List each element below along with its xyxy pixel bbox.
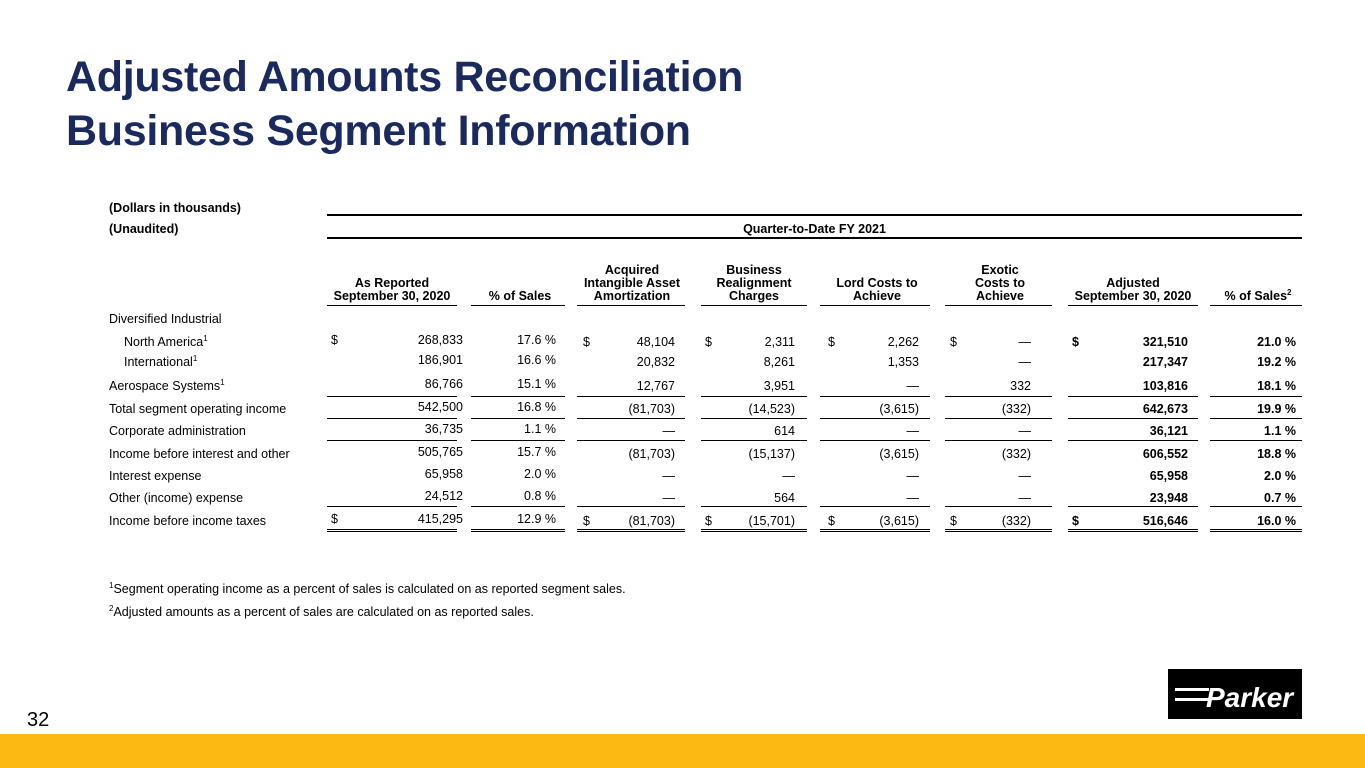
subtotal-rule	[577, 506, 685, 507]
dollar-sign: $	[950, 514, 957, 528]
total-rule	[1068, 531, 1198, 532]
row-label-text: Income before interest and other	[109, 447, 290, 461]
row-label-text: Interest expense	[109, 469, 202, 483]
cell-adj-pct: 1.1 %	[1264, 424, 1296, 438]
row-label-text: Income before income taxes	[109, 514, 267, 528]
subtotal-rule	[820, 440, 930, 441]
subtotal-rule	[471, 506, 565, 507]
cell-adj: 321,510	[1142, 335, 1188, 349]
cell-adj-pct: 19.9 %	[1257, 402, 1296, 416]
subtotal-rule	[327, 506, 457, 507]
total-rule	[577, 529, 685, 530]
column-header-line: Lord Costs to	[836, 276, 918, 290]
subtotal-rule	[1210, 396, 1302, 397]
cell-adj-pct: 0.7 %	[1264, 491, 1296, 505]
subtotal-rule	[820, 418, 930, 419]
column-header-rule	[577, 305, 685, 306]
row-label-sup: 1	[192, 354, 198, 363]
column-header-line: Realignment	[716, 276, 792, 290]
cell-exo: —	[1018, 355, 1031, 369]
period-rule-bottom	[327, 237, 1302, 239]
adj-pct-sup: 2	[1287, 288, 1292, 297]
subtotal-rule	[1210, 418, 1302, 419]
total-rule	[945, 531, 1052, 532]
cell-pct: 15.7 %	[517, 445, 556, 459]
cell-acq: (81,703)	[628, 447, 675, 461]
row-label	[124, 355, 197, 369]
cell-rep: 542,500	[417, 400, 463, 414]
column-header-line: As Reported	[354, 276, 430, 290]
cell-rep: 505,765	[417, 445, 463, 459]
row-label-sup: 1	[220, 378, 225, 387]
subtotal-rule	[577, 418, 685, 419]
adj-pct-label: % of Sales	[1224, 289, 1288, 303]
cell-lord: —	[906, 491, 919, 505]
column-header-pct-sales: % of Sales	[488, 289, 552, 303]
row-label-sup: 1	[203, 334, 208, 343]
total-rule	[1210, 529, 1302, 530]
subtotal-rule	[820, 506, 930, 507]
title-line-2: Business Segment Information	[66, 107, 691, 155]
logo-text: Parker	[1206, 682, 1294, 713]
total-rule	[327, 531, 457, 532]
dollar-sign: $	[705, 514, 712, 528]
cell-bus: 3,951	[763, 379, 795, 393]
cell-acq: —	[662, 424, 675, 438]
subtotal-rule	[701, 506, 807, 507]
column-header-line: Achieve	[976, 289, 1024, 303]
dollar-sign: $	[950, 335, 957, 349]
total-rule	[820, 529, 930, 530]
cell-lord: 2,262	[887, 335, 919, 349]
cell-acq: 48,104	[636, 335, 675, 349]
cell-pct: 16.6 %	[517, 353, 556, 367]
cell-rep: 86,766	[424, 377, 463, 391]
subtotal-rule	[701, 418, 807, 419]
subtotal-rule	[327, 440, 457, 441]
cell-adj: 23,948	[1149, 491, 1188, 505]
dollar-sign: $	[1072, 335, 1079, 349]
cell-rep: 36,735	[424, 422, 463, 436]
cell-pct: 12.9 %	[517, 512, 556, 526]
subtotal-rule	[577, 440, 685, 441]
column-header-line: Business	[726, 263, 782, 277]
subtotal-rule	[945, 506, 1052, 507]
row-label-text: International	[124, 355, 193, 369]
title-line-1: Adjusted Amounts Reconciliation	[66, 53, 744, 101]
subtotal-rule	[327, 418, 457, 419]
column-header-lord	[820, 277, 934, 303]
cell-lord: (3,615)	[879, 514, 919, 528]
cell-bus: 2,311	[764, 335, 795, 349]
cell-pct: 15.1 %	[517, 377, 556, 391]
row-label-text: North America	[124, 335, 204, 349]
cell-pct: 1.1 %	[524, 422, 556, 436]
footnote-2: $^2$Adjusted amounts as a percent of sales are calculated on as reported sales.	[109, 604, 534, 619]
column-header-line: September 30, 2020	[333, 289, 451, 303]
cell-bus: 8,261	[763, 355, 795, 369]
row-label	[109, 424, 246, 438]
subtotal-rule	[577, 396, 685, 397]
cell-acq: —	[662, 491, 675, 505]
dollar-sign: $	[1072, 514, 1079, 528]
cell-exo: —	[1018, 469, 1031, 483]
row-label-text: Total segment operating income	[109, 402, 287, 416]
cell-adj: 103,816	[1142, 379, 1188, 393]
dollar-sign: $	[705, 335, 712, 349]
column-header-rule	[1210, 305, 1302, 306]
total-rule	[1068, 529, 1198, 530]
cell-acq: —	[662, 469, 675, 483]
row-label-text: Corporate administration	[109, 424, 246, 438]
cell-adj: 65,958	[1149, 469, 1188, 483]
column-header-line: Amortization	[593, 289, 671, 303]
cell-lord: (3,615)	[879, 402, 919, 416]
column-header-line: Costs to	[975, 276, 1025, 290]
cell-adj: 217,347	[1142, 355, 1188, 369]
subtotal-rule	[1068, 396, 1198, 397]
cell-lord: 1,353	[887, 355, 919, 369]
cell-adj-pct: 16.0 %	[1257, 514, 1296, 528]
page-number: 32	[27, 709, 50, 731]
cell-adj: 36,121	[1149, 424, 1188, 438]
subtotal-rule	[820, 396, 930, 397]
cell-adj: 606,552	[1142, 447, 1188, 461]
cell-adj: 516,646	[1142, 514, 1188, 528]
column-header-line: Intangible Asset	[583, 276, 681, 290]
column-header-rule	[820, 305, 930, 306]
column-header-rule	[701, 305, 807, 306]
dollars-note: (Dollars in thousands)	[109, 201, 241, 215]
cell-lord: (3,615)	[879, 447, 919, 461]
subtotal-rule	[1068, 506, 1198, 507]
subtotal-rule	[701, 440, 807, 441]
cell-exo: —	[1018, 335, 1031, 349]
cell-rep: 186,901	[417, 353, 463, 367]
section-label: Diversified Industrial	[109, 312, 222, 326]
cell-pct: 2.0 %	[524, 467, 556, 481]
cell-rep: 65,958	[424, 467, 463, 481]
unaudited-note: (Unaudited)	[109, 222, 179, 236]
total-rule	[471, 529, 565, 530]
dollar-sign: $	[828, 514, 835, 528]
cell-pct: 16.8 %	[517, 400, 556, 414]
cell-exo: (332)	[1001, 514, 1031, 528]
subtotal-rule	[1210, 506, 1302, 507]
column-header-exotic	[945, 264, 1055, 303]
row-label	[124, 335, 208, 349]
subtotal-rule	[1068, 418, 1198, 419]
column-header-rule	[945, 305, 1052, 306]
column-header-rule	[471, 305, 565, 306]
column-header-as-reported	[327, 277, 457, 303]
column-header-acquired	[573, 264, 691, 303]
cell-exo: (332)	[1001, 402, 1031, 416]
parker-logo	[1168, 669, 1302, 719]
dollar-sign: $	[828, 335, 835, 349]
row-label-text: Other (income) expense	[109, 491, 244, 505]
total-rule	[820, 531, 930, 532]
column-header-adj-pct-sales	[1208, 290, 1308, 303]
subtotal-rule	[945, 418, 1052, 419]
cell-bus: (15,701)	[748, 514, 795, 528]
cell-adj-pct: 2.0 %	[1264, 469, 1296, 483]
subtotal-rule	[471, 418, 565, 419]
cell-bus: (14,523)	[748, 402, 795, 416]
cell-lord: —	[906, 469, 919, 483]
row-label-text: Aerospace Systems	[109, 379, 221, 393]
row-label	[109, 379, 225, 393]
column-header-line: Charges	[728, 289, 780, 303]
row-label	[109, 402, 286, 416]
subtotal-rule	[327, 396, 457, 397]
column-header-business	[697, 264, 811, 303]
cell-acq: 20,832	[636, 355, 675, 369]
row-label	[109, 447, 290, 461]
subtotal-rule	[701, 396, 807, 397]
cell-rep: 268,833	[417, 333, 463, 347]
cell-bus: 564	[774, 491, 795, 505]
cell-acq: (81,703)	[628, 402, 675, 416]
cell-lord: —	[906, 379, 919, 393]
dollar-sign: $	[331, 333, 338, 347]
parker-logo-graphic	[1168, 669, 1302, 719]
cell-rep: 415,295	[417, 512, 463, 526]
row-label	[109, 514, 266, 528]
cell-adj-pct: 18.8 %	[1257, 447, 1296, 461]
subtotal-rule	[1068, 440, 1198, 441]
page-title	[66, 50, 743, 158]
subtotal-rule	[945, 396, 1052, 397]
total-rule	[701, 531, 807, 532]
cell-exo: (332)	[1001, 447, 1031, 461]
dollar-sign: $	[331, 512, 338, 526]
column-header-rule	[1068, 305, 1198, 306]
cell-acq: 12,767	[636, 379, 675, 393]
total-rule	[577, 531, 685, 532]
column-header-rule	[327, 305, 457, 306]
cell-lord: —	[906, 424, 919, 438]
row-label	[109, 491, 243, 505]
cell-pct: 17.6 %	[517, 333, 556, 347]
column-header-adjusted	[1068, 277, 1198, 303]
cell-bus: —	[782, 469, 795, 483]
row-label	[109, 469, 201, 483]
column-header-line: Adjusted	[1106, 276, 1160, 290]
cell-pct: 0.8 %	[524, 489, 556, 503]
column-header-line: Acquired	[604, 263, 660, 277]
cell-adj-pct: 18.1 %	[1257, 379, 1296, 393]
column-header-line: September 30, 2020	[1074, 289, 1192, 303]
cell-exo: —	[1018, 491, 1031, 505]
dollar-sign: $	[583, 514, 590, 528]
dollar-sign: $	[583, 335, 590, 349]
subtotal-rule	[1210, 440, 1302, 441]
subtotal-rule	[945, 440, 1052, 441]
column-header-line: Exotic	[981, 263, 1019, 277]
cell-adj-pct: 21.0 %	[1257, 335, 1296, 349]
cell-bus: (15,137)	[748, 447, 795, 461]
cell-adj-pct: 19.2 %	[1257, 355, 1296, 369]
period-rule-top	[327, 214, 1302, 216]
cell-rep: 24,512	[424, 489, 463, 503]
total-rule	[327, 529, 457, 530]
subtotal-rule	[471, 396, 565, 397]
cell-bus: 614	[774, 424, 795, 438]
subtotal-rule	[471, 440, 565, 441]
total-rule	[1210, 531, 1302, 532]
period-header: Quarter-to-Date FY 2021	[743, 222, 886, 236]
total-rule	[701, 529, 807, 530]
footnote-1: $^1$Segment operating income as a percent of sales is calculated on as reported segment sales.	[109, 581, 626, 596]
footer-bar	[0, 734, 1365, 768]
cell-exo: —	[1018, 424, 1031, 438]
cell-acq: (81,703)	[628, 514, 675, 528]
column-header-line: Achieve	[853, 289, 901, 303]
total-rule	[945, 529, 1052, 530]
cell-adj: 642,673	[1142, 402, 1188, 416]
cell-exo: 332	[1010, 379, 1031, 393]
total-rule	[471, 531, 565, 532]
